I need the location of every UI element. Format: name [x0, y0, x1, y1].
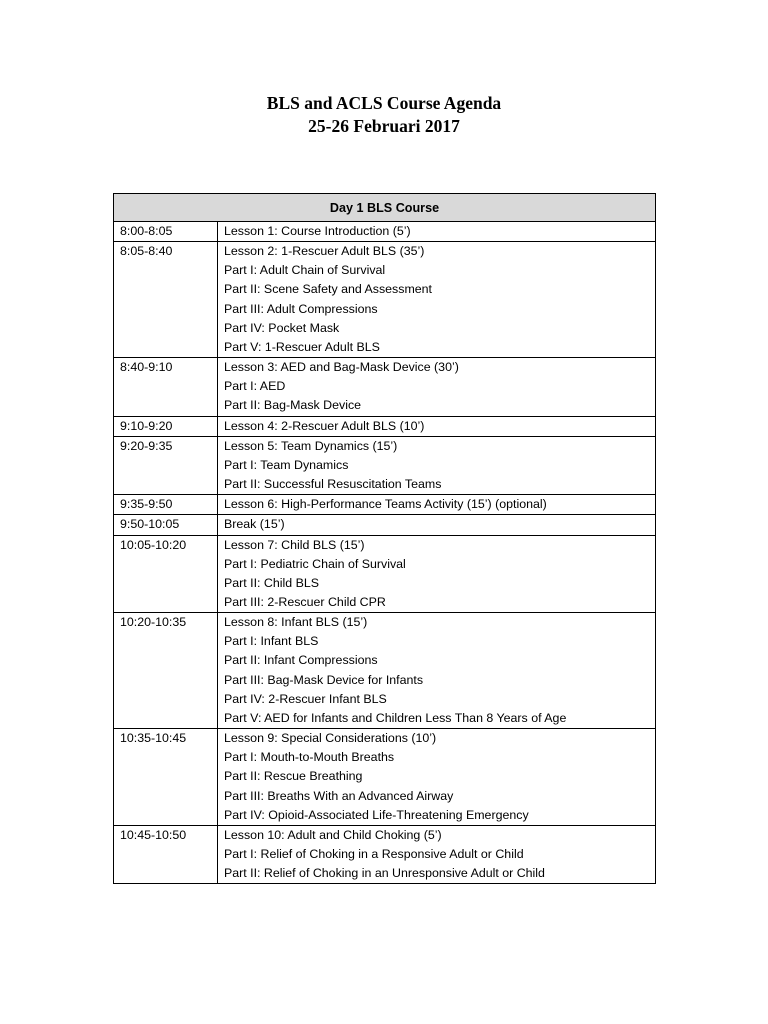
agenda-activity-cell [218, 515, 656, 535]
agenda-time-cell: 10:35-10:45 [114, 729, 218, 826]
agenda-activity-cell [218, 242, 656, 358]
agenda-row [114, 613, 656, 729]
agenda-row [114, 515, 656, 535]
document-heading [0, 92, 768, 138]
agenda-time-cell: 10:45-10:50 [114, 825, 218, 883]
agenda-time-cell: 8:05-8:40 [114, 242, 218, 358]
agenda-activity-cell [218, 416, 656, 436]
agenda-activity-cell [218, 495, 656, 515]
lesson-title: Lesson 4: 2-Rescuer Adult BLS (10’) [224, 418, 425, 433]
agenda-time-cell: 8:00-8:05 [114, 222, 218, 242]
lesson-part: Part IV: 2-Rescuer Infant BLS [224, 691, 387, 706]
lesson-title: Lesson 9: Special Considerations (10’) [224, 731, 437, 746]
lesson-title: Break (15’) [224, 517, 285, 532]
lesson-part: Part III: Breaths With an Advanced Airway [224, 788, 454, 803]
agenda-time-cell: 9:50-10:05 [114, 515, 218, 535]
lesson-part: Part III: 2-Rescuer Child CPR [224, 594, 386, 609]
agenda-row [114, 358, 656, 416]
agenda-activity-cell [218, 535, 656, 613]
lesson-part: Part II: Bag-Mask Device [224, 398, 362, 413]
agenda-time-cell: 10:05-10:20 [114, 535, 218, 613]
agenda-row [114, 242, 656, 358]
agenda-row [114, 436, 656, 494]
agenda-row [114, 729, 656, 826]
lesson-title: Lesson 7: Child BLS (15’) [224, 537, 365, 552]
lesson-part: Part II: Child BLS [224, 575, 320, 590]
lesson-part: Part I: Pediatric Chain of Survival [224, 556, 406, 571]
agenda-time-cell: 9:10-9:20 [114, 416, 218, 436]
lesson-part: Part V: 1-Rescuer Adult BLS [224, 339, 380, 354]
agenda-row [114, 416, 656, 436]
lesson-part: Part V: AED for Infants and Children Less Than 8 Years of Age [224, 710, 567, 725]
agenda-time-cell: 9:35-9:50 [114, 495, 218, 515]
agenda-time-cell: 9:20-9:35 [114, 436, 218, 494]
lesson-title: Lesson 3: AED and Bag-Mask Device (30’) [224, 360, 459, 375]
lesson-part: Part IV: Pocket Mask [224, 320, 340, 335]
lesson-title: Lesson 5: Team Dynamics (15’) [224, 438, 398, 453]
lesson-part: Part I: Relief of Choking in a Responsive Adult or Child [224, 847, 524, 861]
lesson-part: Part I: Infant BLS [224, 634, 319, 649]
lesson-title: Lesson 8: Infant BLS (15’) [224, 615, 368, 630]
document-title: BLS and ACLS Course Agenda [266, 93, 502, 113]
agenda-activity-cell [218, 613, 656, 729]
agenda-body [114, 222, 656, 884]
agenda-row [114, 495, 656, 515]
agenda-row [114, 535, 656, 613]
agenda-row [114, 222, 656, 242]
lesson-part: Part II: Relief of Choking in an Unresponsive Adult or Child [224, 866, 545, 881]
agenda-activity-cell [218, 222, 656, 242]
document-date: 25-26 Februari 2017 [308, 116, 460, 136]
lesson-part: Part III: Bag-Mask Device for Infants [224, 672, 424, 687]
lesson-part: Part III: Adult Compressions [224, 301, 378, 316]
agenda-activity-cell [218, 729, 656, 826]
lesson-title: Lesson 1: Course Introduction (5’) [224, 224, 411, 238]
lesson-part: Part II: Infant Compressions [224, 653, 378, 668]
agenda-table [113, 193, 656, 884]
lesson-part: Part II: Successful Resuscitation Teams [224, 477, 442, 492]
agenda-time-cell: 10:20-10:35 [114, 613, 218, 729]
agenda-activity-cell [218, 358, 656, 416]
lesson-part: Part II: Scene Safety and Assessment [224, 282, 432, 297]
agenda-header-row [114, 194, 656, 222]
agenda-day-header: Day 1 BLS Course [114, 194, 656, 222]
agenda-activity-cell [218, 825, 656, 883]
lesson-part: Part I: Adult Chain of Survival [224, 263, 386, 278]
agenda-time-cell: 8:40-9:10 [114, 358, 218, 416]
lesson-part: Part I: AED [224, 379, 286, 394]
agenda-activity-cell [218, 436, 656, 494]
lesson-part: Part II: Rescue Breathing [224, 769, 363, 784]
lesson-part: Part I: Mouth-to-Mouth Breaths [224, 750, 395, 765]
agenda-row [114, 825, 656, 883]
lesson-part: Part I: Team Dynamics [224, 457, 349, 472]
lesson-part: Part IV: Opioid-Associated Life-Threatening Emergency [224, 807, 529, 822]
lesson-title: Lesson 10: Adult and Child Choking (5’) [224, 827, 442, 842]
lesson-title: Lesson 2: 1-Rescuer Adult BLS (35’) [224, 244, 425, 259]
lesson-title: Lesson 6: High-Performance Teams Activity (15’) (optional) [224, 497, 547, 512]
